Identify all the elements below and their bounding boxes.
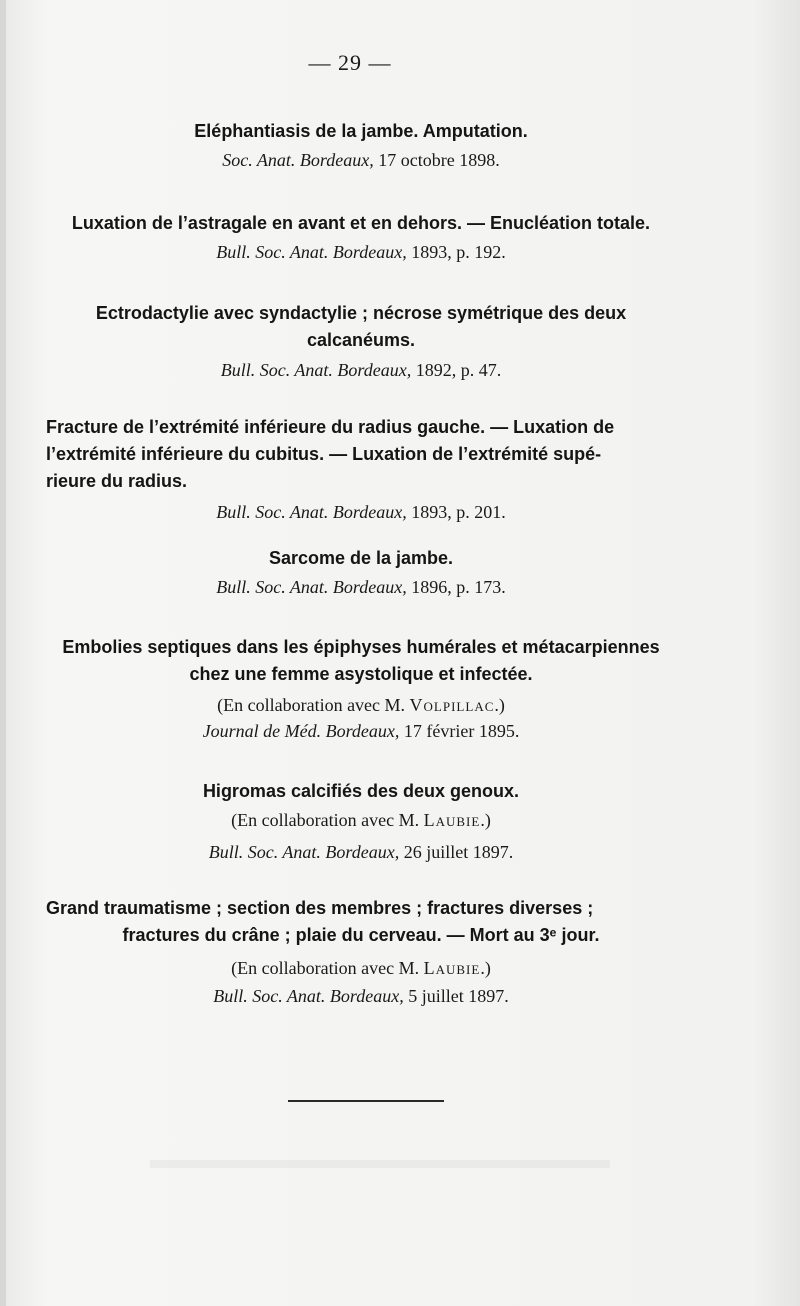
- entry-title-line: chez une femme asystolique et infectée.: [189, 664, 533, 684]
- collaboration-prefix: (En collaboration avec M.: [217, 695, 410, 715]
- entry-title-line: Grand traumatisme ; section des membres ; fractures diverses ;: [46, 898, 594, 918]
- reference-date: 17 février 1895.: [399, 721, 520, 741]
- bibliography-entry: [46, 300, 676, 383]
- reference-journal: Bull. Soc. Anat. Bordeaux,: [216, 502, 407, 522]
- entry-title: Eléphantiasis de la jambe. Amputation.: [194, 121, 528, 141]
- entry-reference: [46, 499, 676, 525]
- entry-collaboration: [46, 955, 676, 981]
- bibliography-entry: [46, 545, 676, 600]
- collaborator-name: Laubie: [423, 958, 481, 978]
- entry-collaboration: [46, 692, 676, 718]
- bibliography-entry: [46, 210, 676, 265]
- reference-journal: Bull. Soc. Anat. Bordeaux,: [208, 842, 400, 862]
- entry-reference: [46, 147, 676, 173]
- reference-date: 1893, p. 201.: [406, 502, 506, 522]
- entry-collaboration: [46, 807, 676, 833]
- bibliography-entry: [46, 895, 676, 1009]
- collaborator-name: Volpillac: [409, 695, 495, 715]
- reference-date: 1892, p. 47.: [411, 360, 502, 380]
- show-through-shadow: [150, 1160, 610, 1168]
- bibliography-entry: [46, 778, 676, 865]
- collaboration-suffix: .): [494, 695, 505, 715]
- bibliography-entry: [46, 118, 676, 173]
- page-edge: [0, 0, 6, 1306]
- reference-date: 1893, p. 192.: [406, 242, 506, 262]
- entry-title-line: Ectrodactylie avec syndactylie ; nécrose symétrique des deux: [95, 303, 627, 323]
- collaborator-name: Laubie: [423, 810, 481, 830]
- collaboration-suffix: .): [480, 810, 491, 830]
- entry-reference: [46, 718, 676, 744]
- bibliography-entry: [46, 634, 676, 744]
- reference-journal: Journal de Méd. Bordeaux,: [202, 721, 400, 741]
- reference-journal: Bull. Soc. Anat. Bordeaux,: [213, 986, 404, 1006]
- reference-date: 17 octobre 1898.: [373, 150, 500, 170]
- page-number: — 29 —: [308, 50, 392, 75]
- entry-reference: [46, 239, 676, 265]
- reference-date: 5 juillet 1897.: [403, 986, 509, 1006]
- closing-rule: [288, 1100, 444, 1102]
- collaboration-prefix: (En collaboration avec M.: [231, 958, 424, 978]
- entry-title-line: l’extrémité inférieure du cubitus. — Luxation de l’extrémité supé-: [46, 444, 602, 464]
- reference-journal: Soc. Anat. Bordeaux,: [222, 150, 374, 170]
- reference-date: 1896, p. 173.: [406, 577, 506, 597]
- collaboration-suffix: .): [480, 958, 491, 978]
- entry-title: Sarcome de la jambe.: [268, 548, 454, 568]
- reference-journal: Bull. Soc. Anat. Bordeaux,: [220, 360, 412, 380]
- entry-title: Higromas calcifiés des deux genoux.: [202, 781, 520, 801]
- entry-reference: [46, 983, 676, 1009]
- entry-title-line: Fracture de l’extrémité inférieure du radius gauche. — Luxation de: [46, 417, 615, 437]
- entry-reference: [46, 839, 676, 865]
- entry-title-line: fractures du crâne ; plaie du cerveau. — Mort au 3ᵉ jour.: [122, 925, 600, 945]
- entry-reference: [46, 357, 676, 383]
- entry-title-line: calcanéums.: [306, 330, 416, 350]
- reference-journal: Bull. Soc. Anat. Bordeaux,: [216, 577, 407, 597]
- entry-title-line: Embolies septiques dans les épiphyses humérales et métacarpiennes: [62, 637, 660, 657]
- entry-reference: [46, 574, 676, 600]
- entry-title: Luxation de l’astragale en avant et en dehors. — Enucléation totale.: [71, 213, 651, 233]
- collaboration-prefix: (En collaboration avec M.: [231, 810, 424, 830]
- bibliography-entry: [46, 414, 676, 525]
- entry-title-line: rieure du radius.: [46, 471, 188, 491]
- reference-date: 26 juillet 1897.: [399, 842, 514, 862]
- reference-journal: Bull. Soc. Anat. Bordeaux,: [216, 242, 407, 262]
